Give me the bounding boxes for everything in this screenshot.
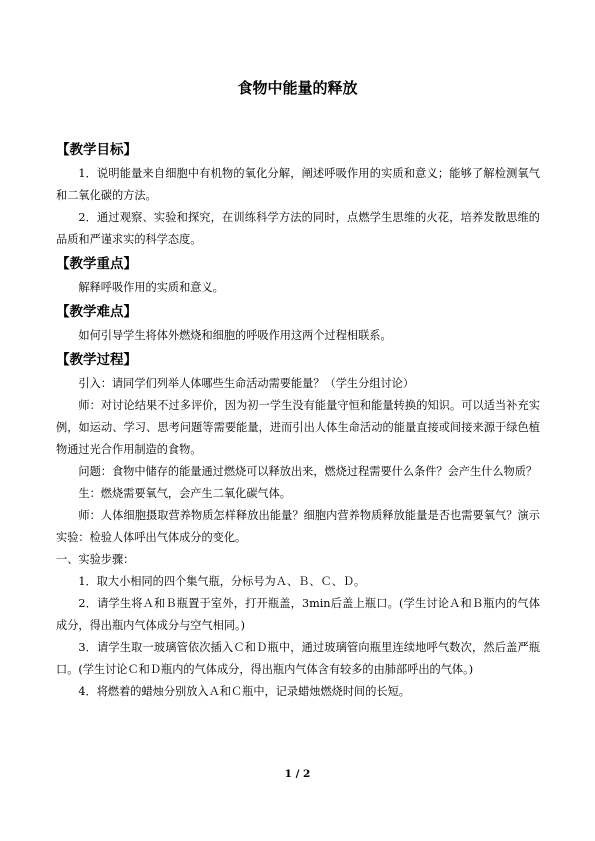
- objective-item: 1．说明能量来自细胞中有机物的氧化分解，阐述呼吸作用的实质和意义；能够了解检测氧气和二氧化碳的方法。: [56, 167, 540, 202]
- section-heading-process: 【教学过程】: [56, 352, 137, 368]
- step-item: 4．将燃着的蜡烛分别放入Ａ和Ｃ瓶中，记录蜡烛燃烧时间的长短。: [78, 685, 410, 698]
- process-paragraph: 引入：请同学们列举人体哪些生命活动需要能量？（学生分组讨论）: [78, 377, 415, 390]
- steps-title: 一、实验步骤：: [56, 553, 135, 566]
- section-heading-objectives: 【教学目标】: [56, 142, 137, 158]
- section-heading-difficulties: 【教学难点】: [56, 304, 137, 320]
- process-paragraph: 生：燃烧需要氧气，会产生二氧化碳气体。: [78, 487, 291, 500]
- difficulties-text: 如何引导学生将体外燃烧和细胞的呼吸作用这两个过程相联系。: [78, 329, 392, 342]
- process-paragraph: 师：人体细胞摄取营养物质怎样释放出能量？细胞内营养物质释放能量是否也需要氧气？演示实验：检验人体呼出气体成分的变化。: [56, 509, 540, 544]
- process-paragraph: 问题：食物中储存的能量通过燃烧可以释放出来，燃烧过程需要什么条件？会产生什么物质？: [78, 465, 538, 478]
- document-body: [56, 140, 540, 703]
- step-item: 2．请学生将Ａ和Ｂ瓶置于室外，打开瓶盖，3min后盖上瓶口。(学生讨论Ａ和Ｂ瓶内的气体成分，得出瓶内气体成分与空气相同。): [56, 597, 540, 632]
- process-paragraph: 师：对讨论结果不过多评价，因为初一学生没有能量守恒和能量转换的知识。可以适当补充实例，如运动、学习、思考问题等需要能量，进而引出人体生命活动的能量直接或间接来源于绿色植物通过光合作用制造的食物。: [56, 399, 540, 456]
- page-number: 1 / 2: [284, 768, 311, 780]
- key-points-text: 解释呼吸作用的实质和意义。: [78, 281, 224, 294]
- step-item: 1．取大小相同的四个集气瓶，分标号为Ａ、Ｂ、Ｃ、Ｄ。: [78, 575, 366, 588]
- step-item: 3．请学生取一玻璃管依次插入Ｃ和Ｄ瓶中，通过玻璃管向瓶里连续地呼气数次，然后盖严瓶口。(学生讨论Ｃ和Ｄ瓶内的气体成分，得出瓶内气体含有较多的由肺部呼出的气体。): [56, 641, 540, 676]
- section-heading-key-points: 【教学重点】: [56, 256, 137, 272]
- objective-item: 2．通过观察、实验和探究，在训练科学方法的同时，点燃学生思维的火花，培养发散思维的品质和严谨求实的科学态度。: [56, 211, 540, 246]
- page-title: 食物中能量的释放: [237, 79, 358, 97]
